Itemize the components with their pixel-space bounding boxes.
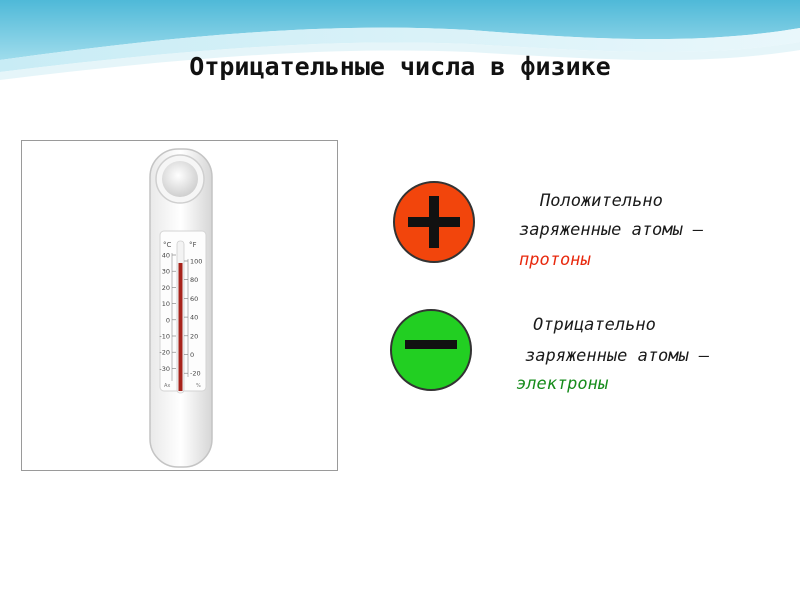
fahrenheit-tick-label: 20 <box>190 332 199 341</box>
slide-title: Отрицательные числа в физике <box>189 52 611 81</box>
celsius-tick-label: 20 <box>161 283 170 292</box>
fahrenheit-tick-label: -20 <box>190 369 201 378</box>
celsius-tick-label: 40 <box>161 251 170 260</box>
thermometer-image <box>21 140 338 471</box>
negative-text-line2: заряженные атомы – <box>525 346 710 366</box>
electron-term: электроны <box>516 374 609 394</box>
plus-icon <box>395 183 473 261</box>
proton-term: протоны <box>519 250 591 270</box>
header-wave-decoration <box>0 0 800 100</box>
fahrenheit-tick-label: 0 <box>190 351 195 359</box>
celsius-unit-label: °C <box>163 241 172 249</box>
celsius-tick-label: -20 <box>159 348 170 357</box>
positive-text-line1: Положительно <box>540 191 663 211</box>
negative-text-line1: Отрицательно <box>533 315 656 335</box>
mercury-column <box>179 263 183 391</box>
positive-text-line2: заряженные атомы – <box>519 220 704 240</box>
celsius-tick-label: -30 <box>159 364 170 373</box>
fahrenheit-tick-label: 80 <box>190 276 199 285</box>
celsius-tick-label: 0 <box>165 316 170 325</box>
fahrenheit-tick-label: 60 <box>190 294 199 303</box>
bottom-right-mark: % <box>196 383 201 389</box>
fahrenheit-tick-label: 40 <box>190 313 199 322</box>
minus-icon <box>392 311 470 389</box>
celsius-tick-label: 30 <box>161 267 170 276</box>
positive-charge-symbol <box>393 181 475 263</box>
bottom-left-mark: Ах <box>164 383 171 389</box>
fahrenheit-tick-label: 100 <box>190 257 203 266</box>
fahrenheit-unit-label: °F <box>189 241 197 249</box>
celsius-tick-label: -10 <box>159 332 170 341</box>
negative-charge-symbol <box>390 309 472 391</box>
celsius-tick-label: 10 <box>161 300 170 309</box>
